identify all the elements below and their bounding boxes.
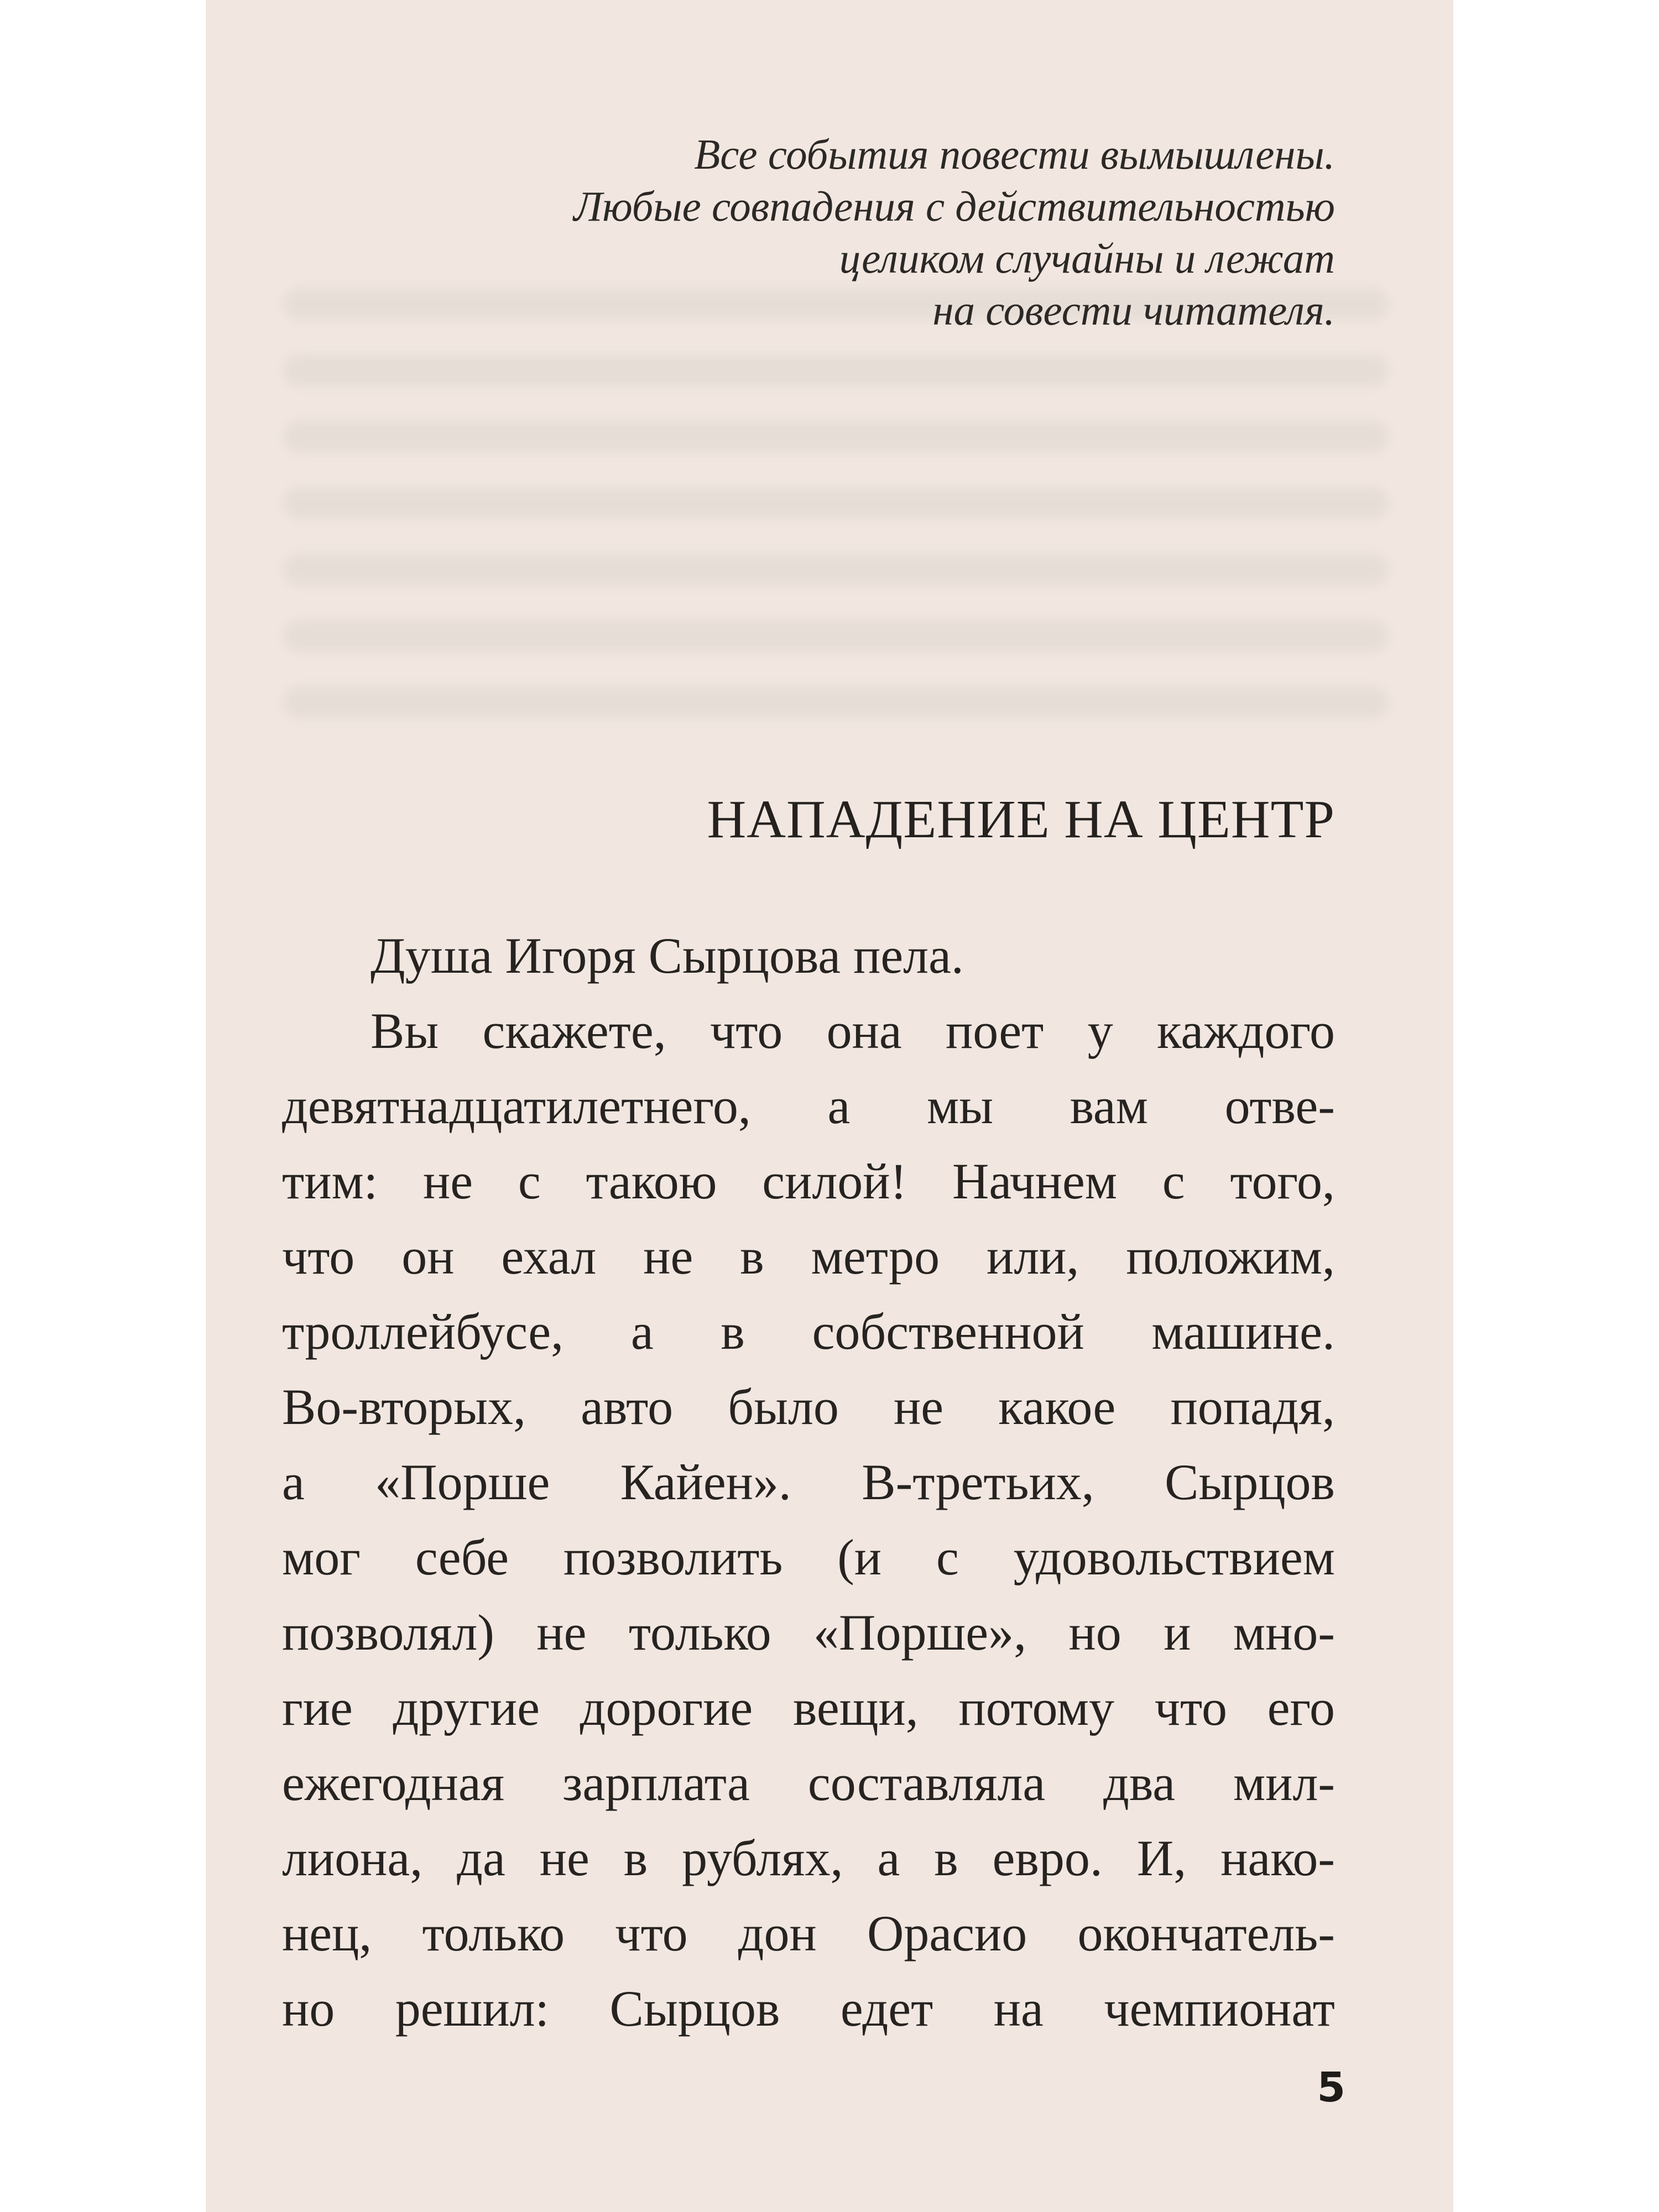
paragraph-line: мог себе позволить (и с удовольствием	[282, 1529, 1335, 1585]
paragraph-line: девятнадцатилетнего, а мы вам отве-	[282, 1078, 1335, 1134]
epigraph-line: Все события повести вымышлены.	[694, 131, 1335, 178]
chapter-title: НАПАДЕНИЕ НА ЦЕНТР	[707, 790, 1335, 849]
show-through-line	[283, 619, 1389, 653]
show-through-line	[283, 553, 1389, 586]
paragraph-line: Во-вторых, авто было не какое попадя,	[282, 1379, 1335, 1435]
show-through-line	[283, 354, 1389, 387]
page-number: 5	[1317, 2064, 1345, 2111]
show-through-line	[283, 487, 1389, 520]
paragraph-line: но решил: Сырцов едет на чемпионат	[282, 1980, 1335, 2037]
paragraph-line: нец, только что дон Орасио окончатель-	[282, 1905, 1335, 1961]
body-text	[282, 918, 1335, 2046]
paragraph-line: а «Порше Кайен». В-третьих, Сырцов	[282, 1454, 1335, 1510]
epigraph-line: целиком случайны и лежат	[839, 234, 1335, 282]
paragraph-line: ежегодная зарплата составляла два мил-	[282, 1755, 1335, 1811]
epigraph-line: Любые совпадения с действительностью	[573, 182, 1335, 230]
paragraph-line: позволял) не только «Порше», но и мно-	[282, 1604, 1335, 1661]
book-page	[206, 0, 1453, 2212]
paragraph-line: гие другие дорогие вещи, потому что его	[282, 1679, 1335, 1736]
paragraph-line: лиона, да не в рублях, а в евро. И, нако-	[282, 1830, 1335, 1886]
paragraph-line: Вы скажете, что она поет у каждого	[371, 1003, 1335, 1059]
epigraph-line: на совести читателя.	[932, 286, 1335, 334]
show-through-line	[283, 420, 1389, 453]
show-through-line	[283, 686, 1389, 719]
paragraph-line: что он ехал не в метро или, положим,	[282, 1228, 1335, 1285]
paragraph-line: тим: не с такою силой! Начнем с того,	[282, 1153, 1335, 1209]
epigraph	[395, 128, 1335, 336]
paragraph-line: троллейбусе, а в собственной машине.	[282, 1303, 1335, 1360]
paragraph-line: Душа Игоря Сырцова пела.	[371, 927, 964, 984]
